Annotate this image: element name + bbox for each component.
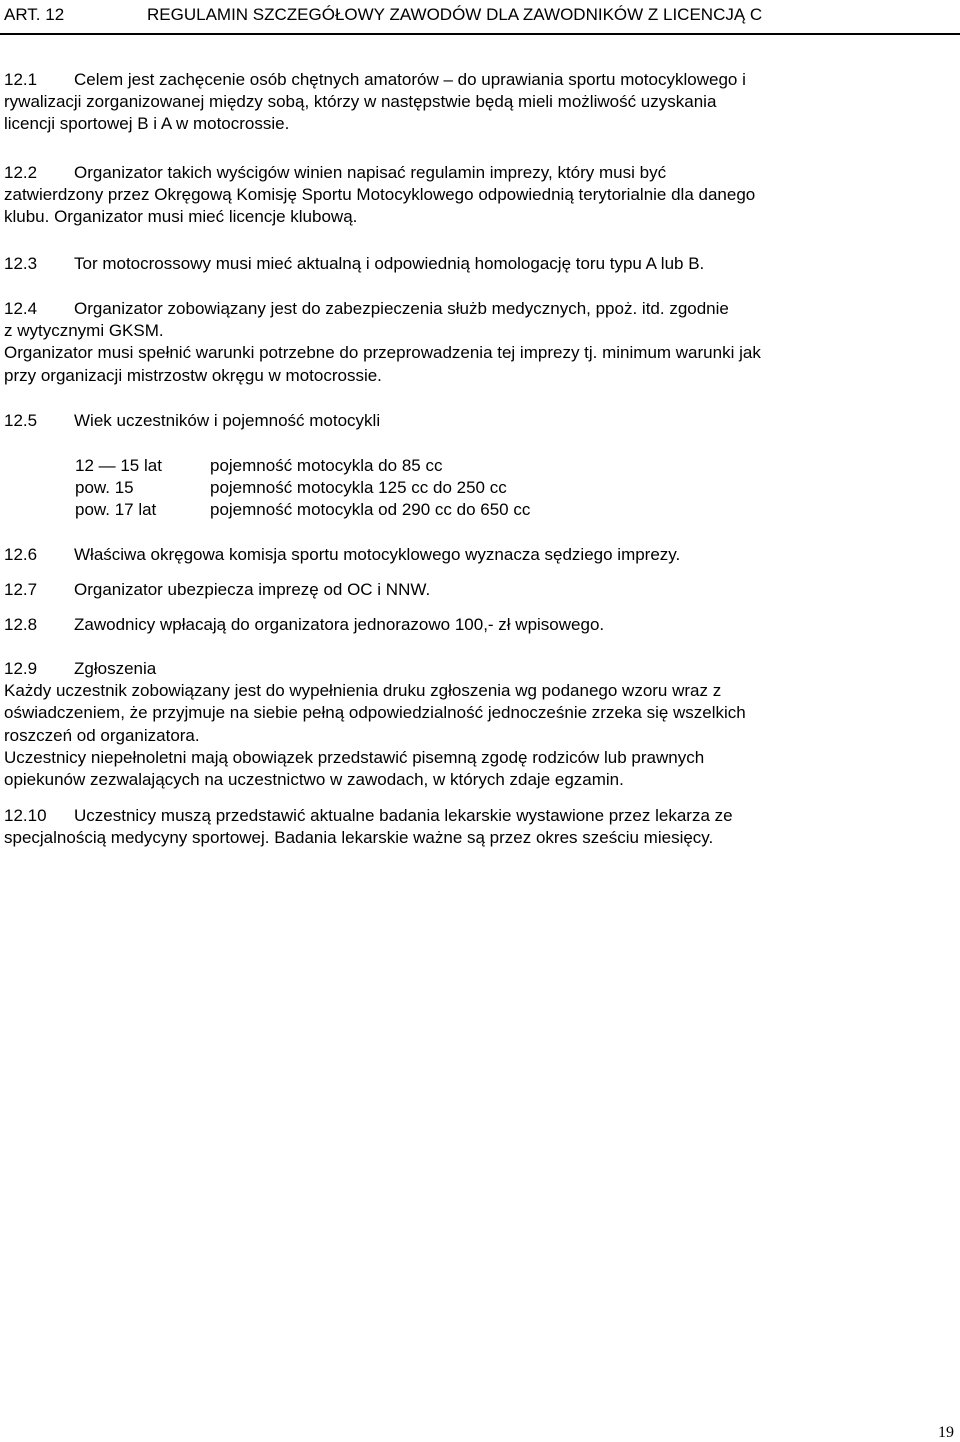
section-text-line: klubu. Organizator musi mieć licencje klubową. [4, 207, 358, 227]
section-title: Wiek uczestników i pojemność motocykli [74, 411, 381, 430]
article-title: REGULAMIN SZCZEGÓŁOWY ZAWODÓW DLA ZAWODNIKÓW Z LICENCJĄ C [147, 5, 763, 24]
section-number: 12.7 [4, 580, 38, 599]
section-text-line: rywalizacji zorganizowanej między sobą, którzy w następstwie będą mieli możliwość uzyskania [4, 92, 717, 112]
age-cell: pow. 17 lat [75, 500, 157, 519]
section-12-5 [4, 410, 956, 432]
section-text-line: roszczeń od organizatora. [4, 725, 200, 745]
section-12-3 [4, 253, 956, 275]
section-text-line: z wytycznymi GKSM. [4, 321, 164, 341]
table-row [75, 477, 775, 499]
section-number: 12.6 [4, 545, 38, 564]
section-12-10 [4, 805, 956, 849]
section-12-2 [4, 162, 956, 229]
section-text-line: oświadczeniem, że przyjmuje na siebie pełną odpowiedzialność jednocześnie zrzeka się wszelkich [4, 703, 746, 723]
table-row [75, 455, 775, 477]
section-12-8 [4, 614, 956, 636]
section-text-line: Właściwa okręgowa komisja sportu motocyklowego wyznacza sędziego imprezy. [74, 545, 681, 564]
section-text-line: Uczestnicy niepełnoletni mają obowiązek przedstawić pisemną zgodę rodziców lub prawnych [4, 747, 705, 767]
section-text-line: Organizator ubezpiecza imprezę od OC i NNW. [74, 580, 431, 599]
section-title: Zgłoszenia [74, 659, 157, 678]
age-cell: 12 — 15 lat [75, 456, 162, 475]
section-number: 12.5 [4, 411, 38, 430]
section-12-7 [4, 579, 956, 601]
section-number: 12.8 [4, 615, 38, 634]
section-number: 12.2 [4, 163, 38, 182]
capacity-cell: pojemność motocykla 125 cc do 250 cc [210, 478, 507, 497]
capacity-cell: pojemność motocykla od 290 cc do 650 cc [210, 500, 531, 519]
table-row [75, 499, 775, 521]
section-12-9 [4, 658, 956, 791]
section-text-line: Organizator zobowiązany jest do zabezpieczenia służb medycznych, ppoż. itd. zgodnie [74, 299, 729, 318]
section-number: 12.3 [4, 254, 38, 273]
section-number: 12.4 [4, 299, 38, 318]
section-text-line: Celem jest zachęcenie osób chętnych amatorów – do uprawiania sportu motocyklowego i [74, 70, 746, 89]
section-text-line: Każdy uczestnik zobowiązany jest do wypełnienia druku zgłoszenia wg podanego wzoru wraz z [4, 681, 722, 701]
section-number: 12.9 [4, 659, 38, 678]
section-number: 12.1 [4, 70, 38, 89]
section-text-line: licencji sportowej B i A w motocrossie. [4, 114, 290, 134]
page-header [4, 5, 762, 25]
section-12-6 [4, 544, 956, 566]
section-text-line: Tor motocrossowy musi mieć aktualną i odpowiednią homologację toru typu A lub B. [74, 254, 705, 273]
article-number: ART. 12 [4, 5, 65, 24]
section-text-line: Zawodnicy wpłacają do organizatora jednorazowo 100,- zł wpisowego. [74, 615, 605, 634]
section-text-line: zatwierdzony przez Okręgową Komisję Sportu Motocyklowego odpowiednią terytorialnie dla danego [4, 185, 756, 205]
age-cell: pow. 15 [75, 478, 134, 497]
section-text-line: przy organizacji mistrzostw okręgu w motocrossie. [4, 365, 382, 385]
section-text-line: Uczestnicy muszą przedstawić aktualne badania lekarskie wystawione przez lekarza ze [74, 806, 733, 825]
section-12-1 [4, 69, 956, 136]
section-text-line: Organizator musi spełnić warunki potrzebne do przeprowadzenia tej imprezy tj. minimum warunki jak [4, 343, 761, 363]
section-number: 12.10 [4, 806, 47, 825]
section-text-line: Organizator takich wyścigów winien napisać regulamin imprezy, który musi być [74, 163, 667, 182]
capacity-cell: pojemność motocykla do 85 cc [210, 456, 443, 475]
section-text-line: opiekunów zezwalających na uczestnictwo w zawodach, w których zdaje egzamin. [4, 770, 624, 790]
page-number: 19 [938, 1424, 954, 1441]
section-text-line: specjalnością medycyny sportowej. Badania lekarskie ważne są przez okres sześciu miesięcy. [4, 828, 714, 848]
section-12-4 [4, 298, 956, 387]
header-rule [0, 33, 960, 35]
